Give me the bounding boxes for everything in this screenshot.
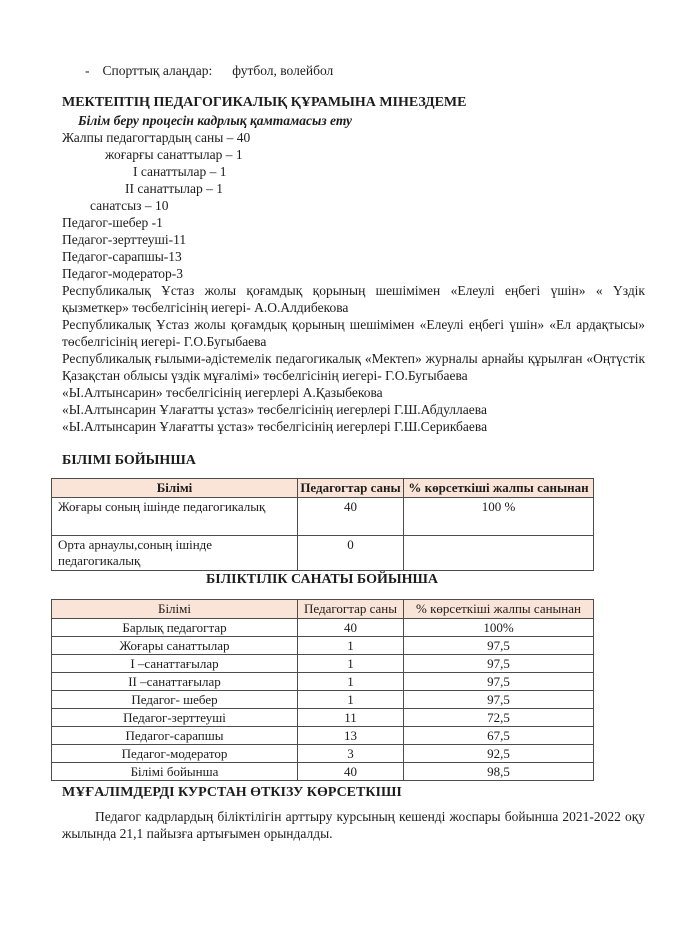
closing-paragraph: Педагог кадрлардың біліктілігін арттыру курсының кешенді жоспары бойынша 2021-2022 оқу жылында 21,1 пайызға артығымен орындалды. [62,809,645,841]
table-cell: Жоғары санаттылар [52,637,298,655]
staff-line: II санаттылар – 1 [125,181,223,196]
education-table-header [52,479,594,498]
table-cell: Орта арнаулы,соның ішінде педагогикалық [52,536,298,571]
table-cell: 3 [298,745,404,763]
table-cell: Педагог- шебер [52,691,298,709]
table-cell: 40 [298,763,404,781]
table-cell: Педагог-зерттеуші [52,709,298,727]
table-cell: Педагог-сарапшы [52,727,298,745]
table-cell: 13 [298,727,404,745]
column-header: Педагогтар саны [298,600,404,619]
award-paragraph: Республикалық ғылыми-әдістемелік педагогикалық «Мектеп» журналы арнайы құрылған «Оңтүстік Қазақстан облысы үздік мұғалімі» төсбелгісінің иегері- Г.О.Бугыбаева [62,351,645,383]
table-cell: 97,5 [404,637,594,655]
table-cell: 97,5 [404,691,594,709]
table-row [52,763,594,781]
qualification-table-body [52,619,594,781]
table-row [52,691,594,709]
education-table [51,478,594,571]
column-header: % көрсеткіші жалпы санынан [404,600,594,619]
table-cell: 40 [298,619,404,637]
column-header: Білімі [52,600,298,619]
courses-section-title: МҰҒАЛІМДЕРДІ КУРСТАН ӨТКІЗУ КӨРСЕТКІШІ [62,785,402,800]
table-cell: 72,5 [404,709,594,727]
table-header-row [52,479,594,498]
staff-list [62,129,645,282]
table-cell: 98,5 [404,763,594,781]
staff-line: Педагог-модератор-3 [62,266,184,281]
table-cell: 40 [298,498,404,536]
table-row [52,727,594,745]
table-cell: 0 [298,536,404,571]
table-cell: 100% [404,619,594,637]
qualification-section-title: БІЛІКТІЛІК САНАТЫ БОЙЫНША [206,572,438,587]
award-paragraph: «Ы.Алтынсарин» төсбелгісінің иегерлері А.Қазыбекова [62,385,383,400]
staff-line: Педагог-сарапшы-13 [62,249,182,264]
table-cell: 1 [298,637,404,655]
list-dash: - [85,63,90,78]
table-cell: Барлық педагогтар [52,619,298,637]
table-row [52,619,594,637]
staff-line: Педагог-шебер -1 [62,215,163,230]
table-row [52,655,594,673]
award-paragraph: «Ы.Алтынсарин Ұлағатты ұстаз» төсбелгісінің иегерлері Г.Ш.Абдуллаева [62,402,487,417]
table-row [52,637,594,655]
table-cell: 97,5 [404,673,594,691]
staff-line: санатсыз – 10 [90,198,169,213]
table-cell: 1 [298,655,404,673]
sport-areas-label: Спорттық алаңдар: [102,63,213,78]
table-row [52,673,594,691]
qualification-table-header [52,600,594,619]
table-cell: 92,5 [404,745,594,763]
award-paragraph: Республикалық Ұстаз жолы қоғамдық қорының шешімімен «Елеулі еңбегі үшін» «Ел ардақтысы» төсбелгісінің иегері- Г.О.Бугыбаева [62,317,645,349]
award-paragraph: Республикалық Ұстаз жолы қоғамдық қорының шешімімен «Елеулі еңбегі үшін» « Үздік қызметкер» төсбелгісінің иегері- А.О.Алдибекова [62,283,645,315]
sub-heading: Білім беру процесін кадрлық қамтамасыз ету [78,113,353,128]
table-cell: II –санаттағылар [52,673,298,691]
table-cell: 67,5 [404,727,594,745]
table-cell [404,536,594,571]
main-heading: МЕКТЕПТІҢ ПЕДАГОГИКАЛЫҚ ҚҰРАМЫНА МІНЕЗДЕМЕ [62,95,467,110]
table-cell: 1 [298,673,404,691]
education-table-body [52,498,594,571]
staff-line: жоғарғы санаттылар – 1 [105,147,243,162]
column-header: Білімі [52,479,298,498]
award-paragraph: «Ы.Алтынсарин Ұлағатты ұстаз» төсбелгісінің иегерлері Г.Ш.Серикбаева [62,419,488,434]
staff-line: Жалпы педагогтардың саны – 40 [62,130,251,145]
education-section-title: БІЛІМІ БОЙЫНША [62,453,196,468]
table-row [52,709,594,727]
table-cell: I –санаттағылар [52,655,298,673]
column-header: % көрсеткіші жалпы санынан [404,479,594,498]
table-cell: 100 % [404,498,594,536]
column-header: Педагогтар саны [298,479,404,498]
award-paragraphs [62,282,645,435]
table-cell: Білімі бойынша [52,763,298,781]
table-header-row [52,600,594,619]
staff-line: I санаттылар – 1 [133,164,227,179]
table-row [52,498,594,536]
sport-areas-line [62,62,645,79]
table-row [52,745,594,763]
table-cell: 11 [298,709,404,727]
table-cell: 1 [298,691,404,709]
table-cell: Педагог-модератор [52,745,298,763]
table-cell: 97,5 [404,655,594,673]
table-cell: Жоғары соның ішінде педагогикалық [52,498,298,536]
qualification-table [51,599,594,781]
table-row [52,536,594,571]
staff-line: Педагог-зерттеуші-11 [62,232,187,247]
sport-areas-value: футбол, волейбол [232,63,334,78]
